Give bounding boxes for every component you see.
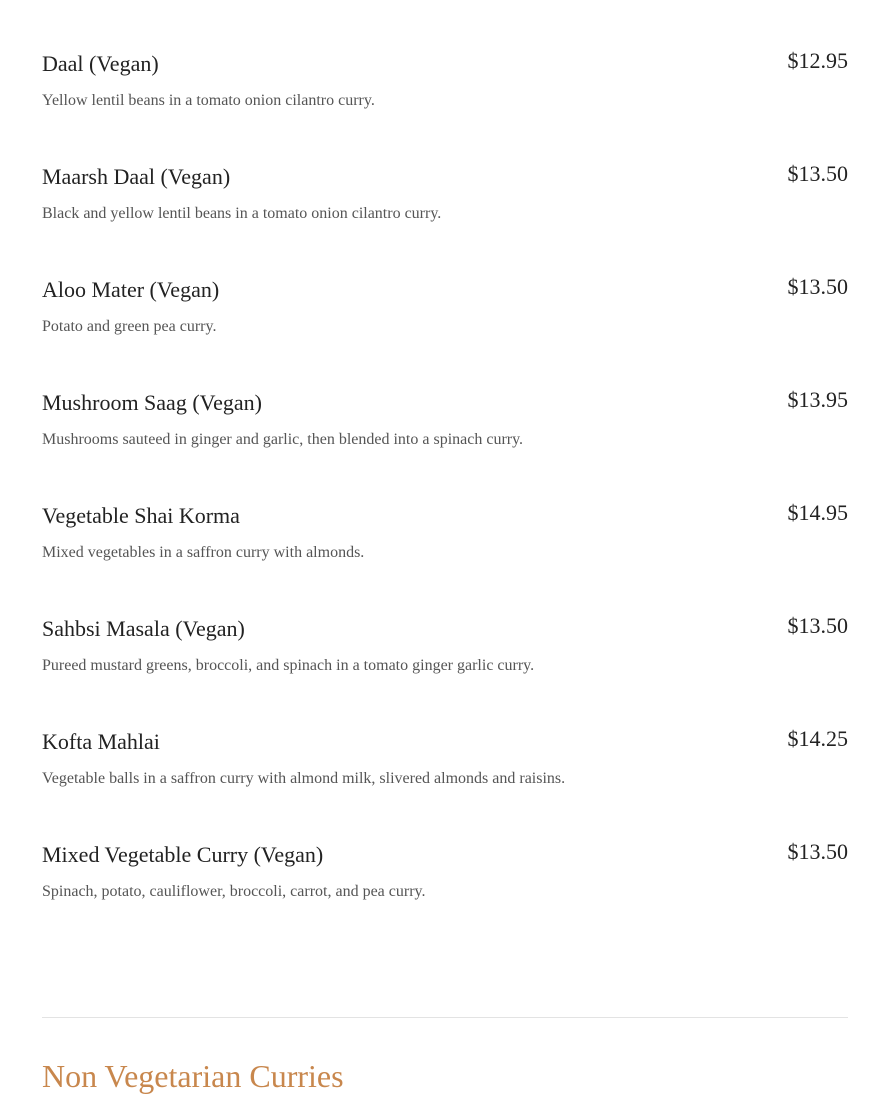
item-name: Kofta Mahlai (42, 729, 160, 754)
item-description: Yellow lentil beans in a tomato onion cilantro curry. (42, 92, 375, 109)
item-description: Black and yellow lentil beans in a tomato onion cilantro curry. (42, 205, 442, 222)
menu-item (42, 160, 848, 273)
item-name: Maarsh Daal (Vegan) (42, 164, 231, 189)
item-name: Daal (Vegan) (42, 51, 159, 76)
item-price: $13.50 (787, 274, 848, 299)
section-heading-non-vegetarian-curries: Non Vegetarian Curries (42, 1058, 344, 1094)
menu-item (42, 273, 848, 386)
item-name: Aloo Mater (Vegan) (42, 277, 220, 302)
item-description: Mushrooms sauteed in ginger and garlic, then blended into a spinach curry. (42, 431, 524, 448)
item-description: Spinach, potato, cauliflower, broccoli, carrot, and pea curry. (42, 883, 426, 900)
item-price: $13.50 (787, 161, 848, 186)
menu-item (42, 612, 848, 725)
item-name: Mushroom Saag (Vegan) (42, 390, 262, 415)
item-name: Sahbsi Masala (Vegan) (42, 616, 245, 641)
item-name: Mixed Vegetable Curry (Vegan) (42, 842, 324, 867)
item-price: $13.95 (787, 387, 848, 412)
item-description: Pureed mustard greens, broccoli, and spinach in a tomato ginger garlic curry. (42, 657, 535, 674)
menu-item (42, 47, 848, 160)
item-price: $12.95 (787, 48, 848, 73)
menu-item (42, 386, 848, 499)
item-description: Vegetable balls in a saffron curry with almond milk, slivered almonds and raisins. (42, 770, 566, 787)
item-price: $13.50 (787, 613, 848, 638)
item-name: Vegetable Shai Korma (42, 503, 240, 528)
menu-list (42, 47, 848, 951)
item-price: $14.25 (787, 726, 848, 751)
menu-item (42, 838, 848, 951)
item-description: Mixed vegetables in a saffron curry with almonds. (42, 544, 365, 561)
item-price: $14.95 (787, 500, 848, 525)
menu-item (42, 725, 848, 838)
section-divider (42, 1017, 848, 1018)
item-price: $13.50 (787, 839, 848, 864)
menu-item (42, 499, 848, 612)
item-description: Potato and green pea curry. (42, 318, 217, 335)
